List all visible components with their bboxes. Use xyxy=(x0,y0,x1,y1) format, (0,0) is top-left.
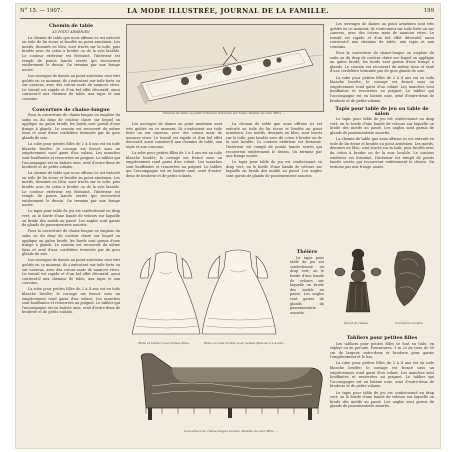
column-theiere xyxy=(290,248,324,328)
caption-chaise-longue: Couverture de chaise-longue brodée. Modèle de chez Mme ... xyxy=(184,429,278,433)
paragraph: Les ouvrages de dames au point arménien sont très goûtés en ce moment; ils s'exécutent sur toile forte ou sur canevas, avec des cotons mats de nuances vives. Le travail est rapide et d'un bel effet décoratif, aussi convient-il aux chemins de table, aux tapis et aux coussins. xyxy=(22,73,120,101)
magazine-page xyxy=(16,4,440,448)
paragraph: Le tapis pour table de jeu est confectionné en drap vert; on le borde d'une bande de velours sur laquelle on brode des motifs au passé. Les angles sont garnis de glands de passementerie assortis. xyxy=(22,209,120,228)
paragraph: La robe pour petites filles de 2 à 4 ans est en toile blanche brodée; le corsage est froncé sous un empiècement rond garni d'un volant. Les manches sont bouffantes et resserrées au poignet. Le tablier qui l'accompagne est en batiste unie, orné d'entre-deux de broderie et de petits volants. xyxy=(22,142,120,170)
section-title-chemin: Chemin de table xyxy=(48,23,94,29)
caption-robe-left: Robe et tablier pour petites filles. xyxy=(138,341,190,345)
paragraph: Le tapis pour table de jeu est confectionné en drap vert; on le borde d'une bande de velours sur laquelle on brode des motifs au passé. Les angles sont garnis de glands de passementerie assortis. xyxy=(330,390,434,409)
caption-coussin: Cordelière brodée xyxy=(395,321,423,325)
column-right-lower xyxy=(330,334,434,442)
paragraph: Les tabliers pour petites filles se font en toile, en zéphyr ou en percale. Fournitures: 1 m 20 de tissu de 80 cm de largeur, entre-deux et broderie pour garnir l'empiècement et le bas. xyxy=(330,341,434,360)
paragraph: Pour la couverture de chaise-longue on emploie du satin ou du drap de couleur claire sur lequel on applique un galon brodé; les bords sont garnis d'une frange à glands. Le coussin est recouvert du même tissu et orné d'une cordelière terminée par de gros glands de soie. xyxy=(22,113,120,141)
dresses-illustration xyxy=(126,248,286,340)
section-title-tapis: Tapis pour table de jeu ou table de salon xyxy=(335,106,429,117)
paragraph: La robe pour petites filles de 2 à 4 ans est en toile blanche brodée; le corsage est froncé sous un empiècement rond garni d'un volant. Les manches sont bouffantes et resserrées au poignet. Le tablier qui l'accompagne est en batiste unie, orné d'entre-deux de broderie et de petits volants. xyxy=(330,75,434,103)
paragraph: La robe pour petites filles de 2 à 4 ans est en toile blanche brodée; le corsage est froncé sous un empiècement rond garni d'un volant. Les manches sont bouffantes et resserrées au poignet. Le tablier qui l'accompagne est en batiste unie, orné d'entre-deux de broderie et de petits volants. xyxy=(22,287,120,315)
paragraph: Pour la couverture de chaise-longue on emploie du satin ou du drap de couleur claire sur lequel on applique un galon brodé; les bords sont garnis d'une frange à glands. Le coussin est recouvert du même tissu et orné d'une cordelière terminée par de gros glands de soie. xyxy=(330,51,434,74)
caption-gland: Gland de rideau xyxy=(343,321,369,325)
table-runner-illustration xyxy=(127,25,323,111)
journal-title: LA MODE ILLUSTRÉE, JOURNAL DE LA FAMILLE. xyxy=(127,7,329,15)
tassels-illustration xyxy=(328,246,436,324)
paragraph: Le tapis pour table de jeu est confectionné en drap vert; on le borde d'une bande de velours sur laquelle on brode des motifs au passé. Les angles sont garnis de glands de passementerie assortis. xyxy=(330,117,434,136)
paragraph: Pour la couverture de chaise-longue on emploie du satin ou du drap de couleur claire sur lequel on applique un galon brodé; les bords sont garnis d'une frange à glands. Le coussin est recouvert du même tissu et orné d'une cordelière terminée par de gros glands de soie. xyxy=(22,229,120,257)
figure-table-runner xyxy=(126,24,324,112)
paragraph: La chemin de table que nous offrons ici est exécuté en toile de lin écrue et brodée au point arménien. Les motifs, dessinés en bleu, sont tracés sur la toile, puis brodés avec du coton à broder ou de la soie lavable. Le contour extérieur est festonné, l'intérieur est rempli de points lancés serrés qui recouvrent entièrement le dessin. On termine par une frange nouée. xyxy=(330,137,434,169)
paragraph: La chemin de table que nous offrons ici est exécuté en toile de lin écrue et brodée au point arménien. Les motifs, dessinés en bleu, sont tracés sur la toile, puis brodés avec du coton à broder ou de la soie lavable. Le contour extérieur est festonné, l'intérieur est rempli de points lancés serrés qui recouvrent entièrement le dessin. On termine par une frange nouée. xyxy=(226,122,322,159)
column-center-right xyxy=(226,122,322,248)
caption-robe-right: Robe en toile brodée pour petites filles de 2 à 4 ans. xyxy=(204,341,284,345)
paragraph: Les ouvrages de dames au point arménien sont très goûtés en ce moment; ils s'exécutent sur toile forte ou sur canevas, avec des cotons mats de nuances vives. Le travail est rapide et d'un bel effet décoratif, aussi convient-il aux chemins de table, aux tapis et aux coussins. xyxy=(126,122,222,149)
section-byline-chemin: AU POINT ARMÉNIEN xyxy=(52,29,90,34)
column-right xyxy=(330,22,434,242)
paragraph: Les ouvrages de dames au point arménien sont très goûtés en ce moment; ils s'exécutent sur toile forte ou sur canevas, avec des cotons mats de nuances vives. Le travail est rapide et d'un bel effet décoratif, aussi convient-il aux chemins de table, aux tapis et aux coussins. xyxy=(22,258,120,286)
section-title-tabliers: Tabliers pour petites filles xyxy=(346,335,418,341)
paragraph: La chemin de table que nous offrons ici est exécuté en toile de lin écrue et brodée au point arménien. Les motifs, dessinés en bleu, sont tracés sur la toile, puis brodés avec du coton à broder ou de la soie lavable. Le contour extérieur est festonné, l'intérieur est rempli de points lancés serrés qui recouvrent entièrement le dessin. On termine par une frange nouée. xyxy=(22,171,120,208)
section-title-theiere: Théière xyxy=(296,249,318,255)
paragraph: La robe pour petites filles de 2 à 4 ans est en toile blanche brodée; le corsage est froncé sous un empiècement rond garni d'un volant. Les manches sont bouffantes et resserrées au poignet. Le tablier qui l'accompagne est en batiste unie, orné d'entre-deux de broderie et de petits volants. xyxy=(330,361,434,389)
paragraph: La robe pour petites filles de 2 à 4 ans est en toile blanche brodée; le corsage est froncé sous un empiècement rond garni d'un volant. Les manches sont bouffantes et resserrées au poignet. Le tablier qui l'accompagne est en batiste unie, orné d'entre-deux de broderie et de petits volants. xyxy=(126,151,222,179)
page-header xyxy=(16,7,440,17)
paragraph: Le tapis pour table de jeu est confectionné en drap vert; on le borde d'une bande de velours sur laquelle on brode des motifs au passé. Les angles sont garnis de glands de passementerie assortis. xyxy=(290,255,324,315)
section-title-couverture: Couverture de chaise-longue xyxy=(32,106,110,113)
column-left xyxy=(22,22,120,442)
paragraph: Le tapis pour table de jeu est confectionné en drap vert; on le borde d'une bande de velours sur laquelle on brode des motifs au passé. Les angles sont garnis de glands de passementerie assortis. xyxy=(226,160,322,179)
page-number: 199 xyxy=(423,8,434,14)
column-center-left xyxy=(126,122,222,248)
paragraph: La chemin de table que nous offrons ici est exécuté en toile de lin écrue et brodée au point arménien. Les motifs, dessinés en bleu, sont tracés sur la toile, puis brodés avec du coton à broder ou de la soie lavable. Le contour extérieur est festonné, l'intérieur est rempli de points lancés serrés qui recouvrent entièrement le dessin. On termine par une frange nouée. xyxy=(22,35,120,72)
issue-number: N° 15. — 1907. xyxy=(20,8,62,14)
paragraph: Les ouvrages de dames au point arménien sont très goûtés en ce moment; ils s'exécutent sur toile forte ou sur canevas, avec des cotons mats de nuances vives. Le travail est rapide et d'un bel effet décoratif, aussi convient-il aux chemins de table, aux tapis et aux coussins. xyxy=(330,22,434,49)
chaise-longue-illustration xyxy=(132,350,328,428)
header-rule xyxy=(20,18,434,19)
caption-table-runner: Chemin de table au point arménien (broderie sur toile). Modèle de chez Mme ... xyxy=(163,111,285,115)
